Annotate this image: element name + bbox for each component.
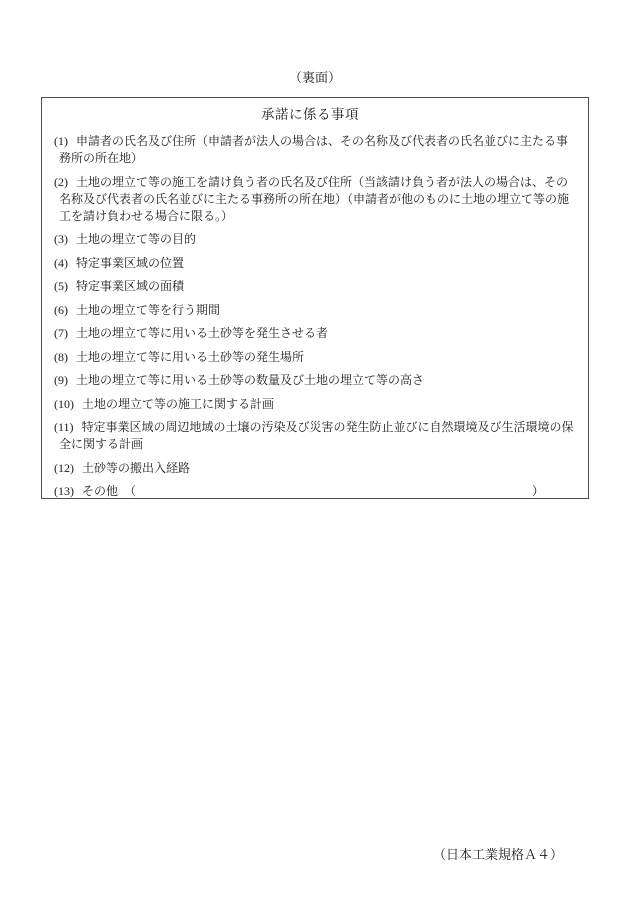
list-item: [42, 396, 578, 413]
item-text: 土地の埋立て等に用いる土砂等の発生場所: [76, 349, 305, 364]
item-text: その他 （: [82, 484, 137, 498]
item-text: 土地の埋立て等の施工を請け負う者の氏名及び住所（当該請け負う者が法人の場合は、その名称及び代表者の氏名並びに主たる事務所の所在地）（申請者が他のものに土地の埋立て等の施工を請け負わせる場合に限る。）: [59, 174, 570, 223]
item-text: 土地の埋立て等の施工に関する計画: [82, 396, 275, 411]
item-number: (9): [54, 373, 68, 387]
list-item: [42, 325, 578, 342]
item-number: (7): [54, 326, 68, 340]
list-item: [42, 133, 578, 167]
item-number: (10): [54, 396, 74, 411]
list-item: [42, 174, 578, 225]
list-item: [42, 349, 578, 366]
panel-title: 承諾に係る事項: [261, 107, 359, 122]
item-number: (2): [54, 174, 68, 189]
item-text: 特定事業区域の面積: [76, 279, 185, 293]
list-item: [42, 372, 578, 389]
item-number: (1): [54, 134, 68, 148]
list-item: [42, 419, 578, 453]
item-number: (12): [54, 460, 74, 475]
item-number: (13): [54, 484, 74, 498]
item-text: 特定事業区域の周辺地域の土壌の汚染及び災害の発生防止並びに自然環境及び生活環境の保全に関する計画: [59, 420, 574, 451]
item-close-paren: ）: [531, 484, 544, 498]
list-item: [42, 278, 578, 295]
item-number: (5): [54, 279, 68, 293]
item-text: 申請者の氏名及び住所（申請者が法人の場合は、その名称及び代表者の氏名並びに主たる事務所の所在地）: [59, 134, 569, 165]
page-side-label: （裏面）: [288, 70, 341, 85]
item-text: 土地の埋立て等の目的: [76, 232, 197, 246]
list-item-other: [42, 483, 578, 499]
list-item: [42, 460, 578, 477]
item-text: 土地の埋立て等に用いる土砂等の数量及び土地の埋立て等の高さ: [76, 373, 425, 387]
item-number: (4): [54, 255, 68, 270]
consent-matters-panel: [41, 97, 589, 499]
item-number: (8): [54, 349, 68, 364]
item-text: 土砂等の搬出入経路: [82, 460, 191, 475]
item-number: (11): [54, 420, 74, 434]
list-item: [42, 231, 578, 248]
item-text: 土地の埋立て等に用いる土砂等を発生させる者: [76, 326, 329, 340]
item-number: (6): [54, 302, 68, 317]
list-item: [42, 302, 578, 319]
item-text: 土地の埋立て等を行う期間: [76, 302, 221, 317]
list-item: [42, 255, 578, 272]
item-number: (3): [54, 232, 68, 246]
item-text: 特定事業区域の位置: [76, 255, 185, 270]
paper-standard-note: （日本工業規格Ａ４）: [432, 847, 563, 862]
